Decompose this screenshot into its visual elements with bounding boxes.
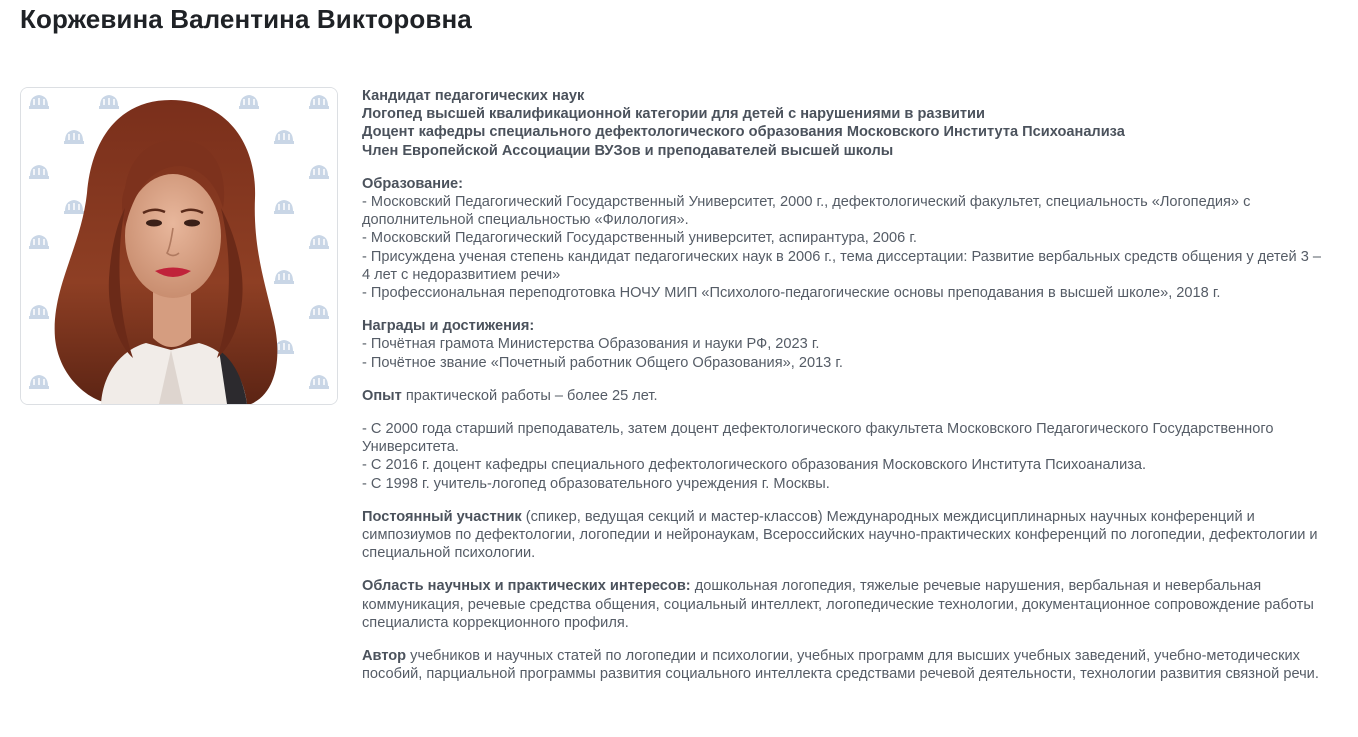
experience-summary bbox=[362, 387, 1327, 405]
awards-section bbox=[362, 317, 1327, 372]
award-item: - Почётное звание «Почетный работник Общего Образования», 2013 г. bbox=[362, 354, 843, 371]
portrait-image bbox=[21, 88, 337, 404]
participant-text: (спикер, ведущая секций и мастер-классов) Международных междисциплинарных научных конференций и симпозиумов по дефектологии, логопедии и нейронаукам, Всероссийских научно-практических конференций по логопедии, дефектологии и специальной психологии. bbox=[362, 508, 1318, 562]
headline-degree: Кандидат педагогических наук bbox=[362, 88, 585, 104]
experience-label: Опыт bbox=[362, 387, 402, 404]
bio-content bbox=[362, 87, 1327, 698]
experience-item: - С 2016 г. доцент кафедры специального дефектологического образования Московского Института Психоанализа. bbox=[362, 457, 1147, 474]
education-title: Образование: bbox=[362, 175, 464, 192]
education-section bbox=[362, 175, 1327, 302]
interests-text: дошкольная логопедия, тяжелые речевые нарушения, вербальная и невербальная коммуникация, речевые средства общения, социальный интеллект, логопедические технологии, документационное сопровождение работы специалиста коррекционного профиля. bbox=[362, 578, 1314, 631]
experience-section bbox=[362, 420, 1327, 493]
author-section bbox=[362, 647, 1327, 683]
award-item: - Почётная грамота Министерства Образования и науки РФ, 2023 г. bbox=[362, 336, 820, 353]
education-item: - Московский Педагогический Государственный Университет, 2000 г., дефектологический факультет, специальность «Логопедия» с дополнительной специальностью «Филология». bbox=[362, 194, 1251, 229]
interests-section bbox=[362, 577, 1327, 632]
experience-text: практической работы – более 25 лет. bbox=[401, 387, 658, 404]
headline-block bbox=[362, 87, 1327, 160]
profile-photo bbox=[20, 87, 338, 405]
page-title: Коржевина Валентина Викторовна bbox=[20, 4, 472, 34]
education-item: - Московский Педагогический Государственный университет, аспирантура, 2006 г. bbox=[362, 230, 917, 247]
experience-item: - С 1998 г. учитель-логопед образовательного учреждения г. Москвы. bbox=[362, 475, 830, 492]
headline-position: Доцент кафедры специального дефектологического образования Московского Института Психоанализа bbox=[362, 124, 1125, 141]
participant-label: Постоянный участник bbox=[362, 508, 522, 525]
participant-section bbox=[362, 508, 1327, 563]
author-text: учебников и научных статей по логопедии и психологии, учебных программ для высших учебных заведений, учебно-методических пособий, парциальной программы развития социального интеллекта средствами речевой деятельности, технологии развития связной речи. bbox=[362, 648, 1319, 683]
headline-membership: Член Европейской Ассоциации ВУЗов и преподавателей высшей школы bbox=[362, 142, 894, 159]
awards-title: Награды и достижения: bbox=[362, 318, 535, 335]
education-item: - Профессиональная переподготовка НОЧУ МИП «Психолого-педагогические основы преподавания в высшей школе», 2018 г. bbox=[362, 285, 1221, 302]
interests-label: Область научных и практических интересов: bbox=[362, 578, 691, 595]
author-label: Автор bbox=[362, 648, 407, 665]
education-item: - Присуждена ученая степень кандидат педагогических наук в 2006 г., тема диссертации: Развитие вербальных средств общения у детей 3 – 4 лет с недоразвитием речи» bbox=[362, 248, 1322, 283]
experience-item: - С 2000 года старший преподаватель, затем доцент дефектологического факультета Московского Педагогического Государственного Университета. bbox=[362, 421, 1274, 456]
headline-category: Логопед высшей квалификационной категории для детей с нарушениями в развитии bbox=[362, 106, 985, 123]
